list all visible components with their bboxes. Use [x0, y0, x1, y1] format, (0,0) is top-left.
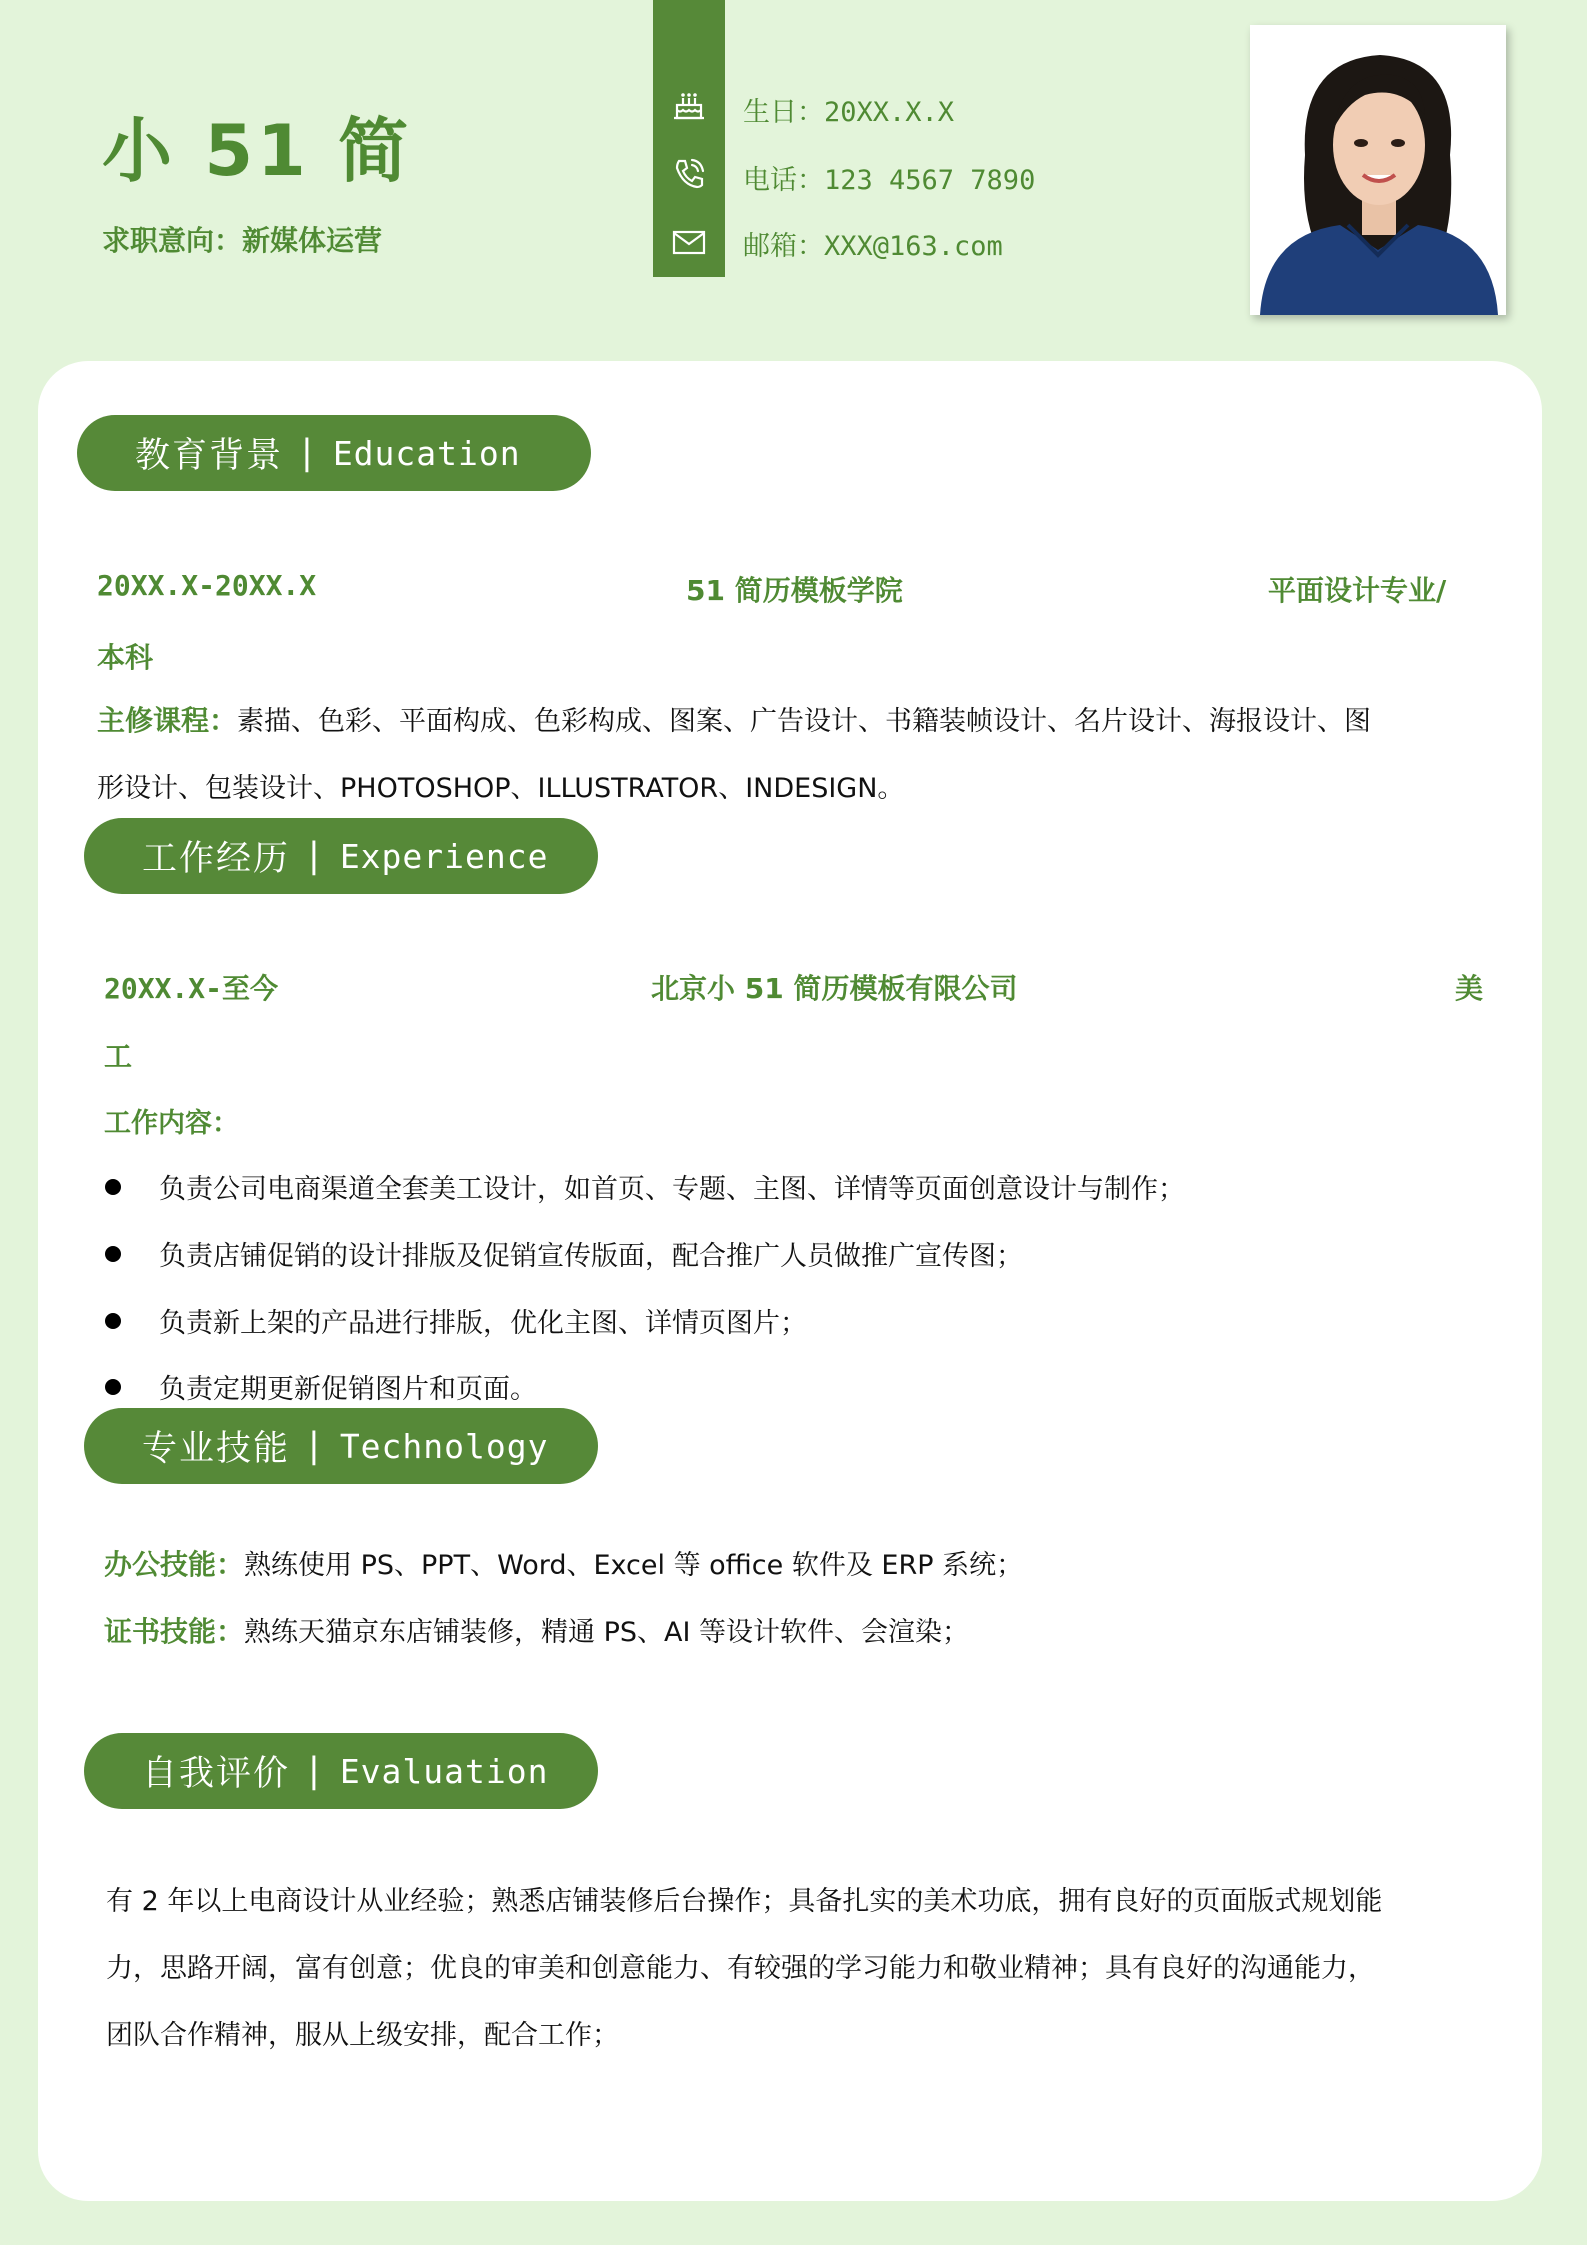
- education-degree: 本科: [97, 641, 154, 674]
- skills-title-separator: |: [308, 1426, 322, 1466]
- skills-title-cn: 专业技能: [142, 1429, 291, 1469]
- experience-date: 20XX.X-至今: [104, 972, 279, 1005]
- evaluation-text: [106, 1868, 1526, 2069]
- cert-skills-label: 证书技能：: [104, 1615, 245, 1648]
- work-item: 负责定期更新促销图片和页面。: [105, 1367, 537, 1406]
- education-title-en: Education: [332, 433, 521, 473]
- mail-icon: [671, 224, 707, 260]
- education-date: 20XX.X-20XX.X: [97, 569, 317, 602]
- bullet-icon: [105, 1246, 121, 1262]
- cert-skills: [104, 1598, 969, 1666]
- section-header-skills: [84, 1408, 598, 1484]
- evaluation-title-separator: |: [308, 1751, 322, 1791]
- office-skills-label: 办公技能：: [104, 1548, 245, 1581]
- resume-name: 小 51 简: [102, 110, 413, 192]
- profile-photo: [1250, 25, 1506, 315]
- experience-company: 北京小 51 简历模板有限公司: [651, 972, 1018, 1005]
- portrait-illustration: [1250, 25, 1506, 315]
- skills-title-en: Technology: [339, 1426, 549, 1466]
- phone-icon: [671, 156, 707, 192]
- bullet-icon: [105, 1313, 121, 1329]
- experience-title-separator: |: [308, 836, 322, 876]
- evaluation-line-1: 有 2 年以上电商设计从业经验；熟悉店铺装修后台操作；具备扎实的美术功底，拥有良好的页面版式规划能: [106, 1886, 1383, 1917]
- section-header-experience: [84, 818, 598, 894]
- email-text: 邮箱：XXX@163.com: [743, 231, 1003, 262]
- job-intent: [102, 219, 382, 259]
- work-item: 负责公司电商渠道全套美工设计，如首页、专题、主图、详情等页面创意设计与制作；: [105, 1167, 1185, 1206]
- cert-skills-value: 熟练天猫京东店铺装修，精通 PS、AI 等设计软件、会渲染；: [244, 1617, 970, 1648]
- work-item: 负责店铺促销的设计排版及促销宣传版面，配合推广人员做推广宣传图；: [105, 1234, 1023, 1273]
- bullet-icon: [105, 1379, 121, 1395]
- experience-title-en: Experience: [339, 836, 549, 876]
- evaluation-title-cn: 自我评价: [142, 1754, 291, 1794]
- phone-text: 电话：123 4567 7890: [743, 165, 1036, 196]
- contact-icon-bar: [653, 0, 725, 277]
- birthday-text: 生日：20XX.X.X: [743, 97, 955, 128]
- evaluation-line-3: 团队合作精神，服从上级安排，配合工作；: [106, 2020, 619, 2051]
- job-intent-value: 新媒体运营: [242, 224, 383, 257]
- office-skills: [104, 1531, 1023, 1599]
- experience-position-part1: 美: [1455, 972, 1484, 1005]
- job-intent-label: 求职意向：: [102, 224, 243, 257]
- office-skills-value: 熟练使用 PS、PPT、Word、Excel 等 office 软件及 ERP 系统；: [244, 1550, 1024, 1581]
- education-title-separator: |: [301, 433, 315, 473]
- education-major: 平面设计专业/: [1268, 574, 1447, 607]
- evaluation-line-2: 力，思路开阔，富有创意；优良的审美和创意能力、有较强的学习能力和敬业精神；具有良好的沟通能力，: [106, 1953, 1375, 1984]
- courses-label: 主修课程：: [97, 704, 238, 737]
- work-content-label: 工作内容：: [104, 1108, 239, 1139]
- education-courses: [97, 687, 1497, 822]
- courses-line-1: 素描、色彩、平面构成、色彩构成、图案、广告设计、书籍装帧设计、名片设计、海报设计、图: [237, 706, 1372, 737]
- evaluation-title-en: Evaluation: [339, 1751, 549, 1791]
- experience-title-cn: 工作经历: [142, 839, 291, 879]
- education-school: 51 简历模板学院: [686, 574, 903, 607]
- experience-position-part2: 工: [104, 1040, 133, 1073]
- bullet-icon: [105, 1179, 121, 1195]
- courses-line-2: 形设计、包装设计、PHOTOSHOP、ILLUSTRATOR、INDESIGN。: [97, 773, 905, 804]
- section-header-education: [77, 415, 591, 491]
- education-title-cn: 教育背景: [135, 436, 284, 476]
- cake-icon: [671, 88, 707, 124]
- section-header-evaluation: [84, 1733, 598, 1809]
- work-item: 负责新上架的产品进行排版，优化主图、详情页图片；: [105, 1301, 807, 1340]
